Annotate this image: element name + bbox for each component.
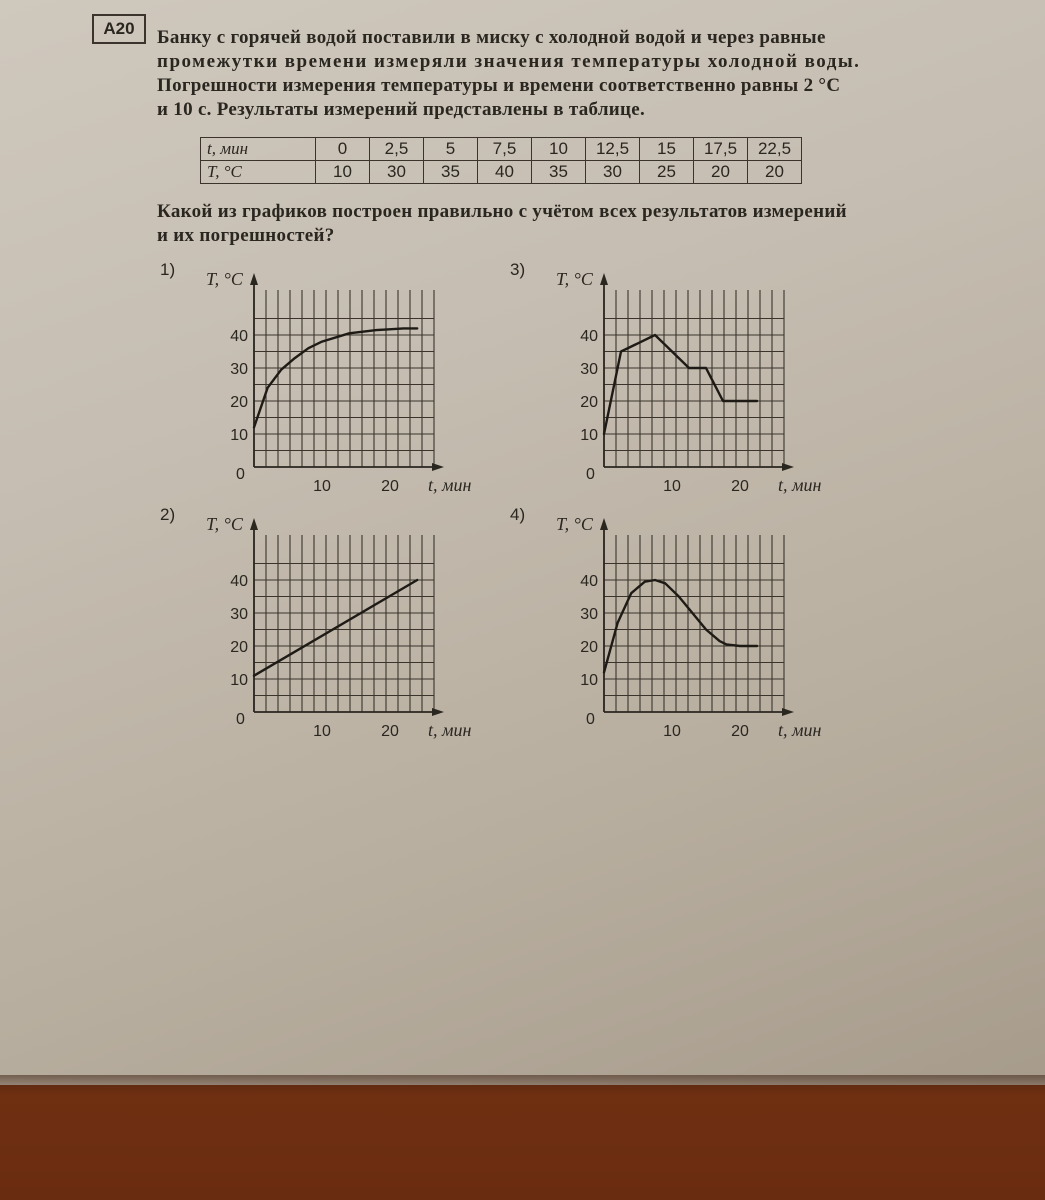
option-number: 2) [160,505,176,524]
x-axis-label: t, мин [428,475,472,495]
y-tick-label: 20 [580,639,598,656]
x-tick-label: 10 [663,723,681,740]
y-tick-label: 40 [580,328,598,345]
graph-option-2 [150,500,490,745]
question-text-line: и их погрешностей? [157,225,335,246]
table-cell: 5 [424,138,478,161]
table-cell: 25 [640,161,694,184]
graph-option-1 [150,255,490,500]
y-tick-label: 30 [230,361,248,378]
y-axis-label: T, °С [206,514,243,534]
x-axis-arrow [432,708,444,716]
table-cell: 2,5 [370,138,424,161]
y-axis-label: T, °С [556,514,593,534]
option-number: 4) [510,505,526,524]
table-cell: 0 [316,138,370,161]
table-row-temperature [201,161,802,184]
table-cell: 20 [748,161,802,184]
origin-label: 0 [586,466,595,483]
x-tick-label: 20 [731,723,749,740]
y-axis-arrow [250,518,258,530]
y-axis-label: T, °С [556,269,593,289]
table-row-label: T, °С [201,161,316,184]
table-cell: 12,5 [586,138,640,161]
table-cell: 40 [478,161,532,184]
origin-label: 0 [236,466,245,483]
table-row-time [201,138,802,161]
option-number: 1) [160,260,176,279]
table-cell: 35 [424,161,478,184]
y-axis-arrow [250,273,258,285]
y-tick-label: 30 [230,606,248,623]
task-text-line: Погрешности измерения температуры и времени соответственно равны 2 °С [157,75,841,96]
y-tick-label: 20 [230,639,248,656]
x-axis-arrow [782,463,794,471]
y-tick-label: 10 [230,427,248,444]
table-cell: 35 [532,161,586,184]
table-cell: 30 [370,161,424,184]
option-number: 3) [510,260,526,279]
x-tick-label: 20 [731,478,749,495]
table-cell: 7,5 [478,138,532,161]
origin-label: 0 [236,711,245,728]
y-tick-label: 10 [230,672,248,689]
x-tick-label: 20 [381,478,399,495]
table-row-label: t, мин [201,138,316,161]
table-cell: 22,5 [748,138,802,161]
table-cell: 15 [640,138,694,161]
x-axis-label: t, мин [428,720,472,740]
measurement-table [200,137,802,184]
y-axis-label: T, °С [206,269,243,289]
y-tick-label: 30 [580,606,598,623]
table-cell: 17,5 [694,138,748,161]
task-text-line: Банку с горячей водой поставили в миску с холодной водой и через равные [157,27,826,48]
y-axis-arrow [600,518,608,530]
y-tick-label: 40 [230,328,248,345]
y-tick-label: 10 [580,427,598,444]
task-number-badge: A20 [92,14,146,44]
x-axis-label: t, мин [778,475,822,495]
x-tick-label: 10 [663,478,681,495]
table-cell: 30 [586,161,640,184]
y-tick-label: 20 [580,394,598,411]
graph-option-3 [500,255,840,500]
y-tick-label: 40 [230,573,248,590]
y-tick-label: 20 [230,394,248,411]
y-tick-label: 10 [580,672,598,689]
paper-edge-shadow [0,1075,1045,1095]
graph-option-4 [500,500,840,745]
table-cell: 20 [694,161,748,184]
question-text-line: Какой из графиков построен правильно с учётом всех результатов измерений [157,201,847,222]
table-cell: 10 [316,161,370,184]
task-text-line: и 10 с. Результаты измерений представлены в таблице. [157,99,646,120]
table-cell: 10 [532,138,586,161]
y-tick-label: 30 [580,361,598,378]
y-axis-arrow [600,273,608,285]
y-tick-label: 40 [580,573,598,590]
series-line [604,580,757,672]
x-axis-arrow [432,463,444,471]
x-tick-label: 10 [313,723,331,740]
origin-label: 0 [586,711,595,728]
x-axis-arrow [782,708,794,716]
x-tick-label: 20 [381,723,399,740]
x-tick-label: 10 [313,478,331,495]
task-text-line: промежутки времени измеряли значения температуры холодной воды. [157,51,861,72]
x-axis-label: t, мин [778,720,822,740]
